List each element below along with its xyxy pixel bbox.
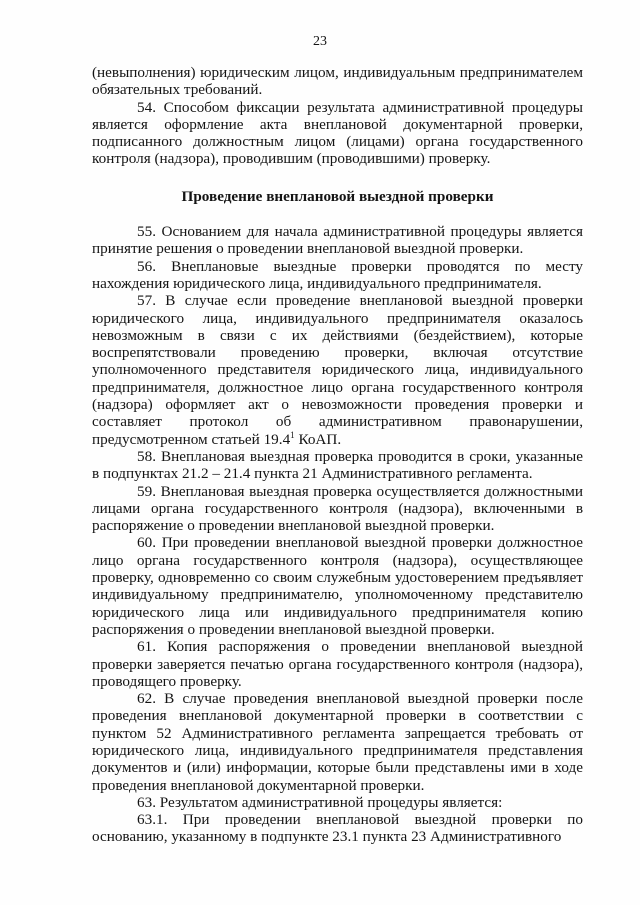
paragraph-54: 54. Способом фиксации результата административной процедуры является оформление акта внеплановой документарной проверки, подписанного должностным лицом (лицами) органа государственного контроля (надзора), проводившим (проводившими) проверку. — [92, 98, 583, 168]
paragraph-57-text: 57. В случае если проведение внеплановой выездной проверки юридического лица, индивидуального предпринимателя оказалось невозможным в связи с их действиями (бездействием), которые воспрепятствовали проведению проверки, включая отсутствие уполномоченного представителя юридического лица, индивидуального предпринимателя, должностное лицо органа государственного контроля (надзора) оформляет акт о невозможности проведения проверки и составляет протокол об административном правонарушении, предусмотренном статьей 19.4 — [92, 292, 583, 448]
paragraph-55: 55. Основанием для начала административной процедуры является принятие решения о проведении внеплановой выездной проверки. — [92, 223, 583, 258]
paragraph-57 — [92, 292, 583, 448]
paragraph-56: 56. Внеплановые выездные проверки проводятся по месту нахождения юридического лица, индивидуального предпринимателя. — [92, 257, 583, 292]
paragraph-62: 62. В случае проведения внеплановой выездной проверки после проведения внеплановой документарной проверки в соответствии с пунктом 52 Административного регламента запрещается требовать от юридического лица, индивидуального предпринимателя представления документов и (или) информации, которые были представлены ими в ходе проведения внеплановой документарной проверки. — [92, 690, 583, 794]
paragraph-57-superscript: 1 — [290, 429, 295, 440]
paragraph-58: 58. Внеплановая выездная проверка проводится в сроки, указанные в подпунктах 21.2 – 21.4 пункта 21 Административного регламента. — [92, 447, 583, 483]
paragraph-continued: (невыполнения) юридическим лицом, индивидуальным предпринимателем обязательных требований. — [92, 64, 583, 99]
section-heading: Проведение внеплановой выездной проверки — [181, 187, 494, 205]
page-number: 23 — [313, 34, 327, 49]
paragraph-59: 59. Внеплановая выездная проверка осуществляется должностными лицами органа государственного контроля (надзора), включенными в распоряжение о проведении внеплановой выездной проверки. — [92, 482, 583, 535]
paragraph-61: 61. Копия распоряжения о проведении внеплановой выездной проверки заверяется печатью органа государственного контроля (надзора), проводящего проверку. — [92, 638, 583, 690]
paragraph-63: 63. Результатом административной процедуры является: — [137, 793, 503, 811]
paragraph-60: 60. При проведении внеплановой выездной проверки должностное лицо органа государственного контроля (надзора), осуществляющее проверку, одновременно со своим служебным удостоверением предъявляет индивидуальному предпринимателю, уполномоченному представителю юридического лица или индивидуального предпринимателя копию распоряжения о проведении внеплановой выездной проверки. — [92, 534, 583, 638]
paragraph-57-end: КоАП. — [294, 430, 342, 448]
document-body — [92, 64, 583, 846]
paragraph-63-1: 63.1. При проведении внеплановой выездной проверки по основанию, указанному в подпункте 23.1 пункта 23 Административного — [92, 811, 583, 846]
